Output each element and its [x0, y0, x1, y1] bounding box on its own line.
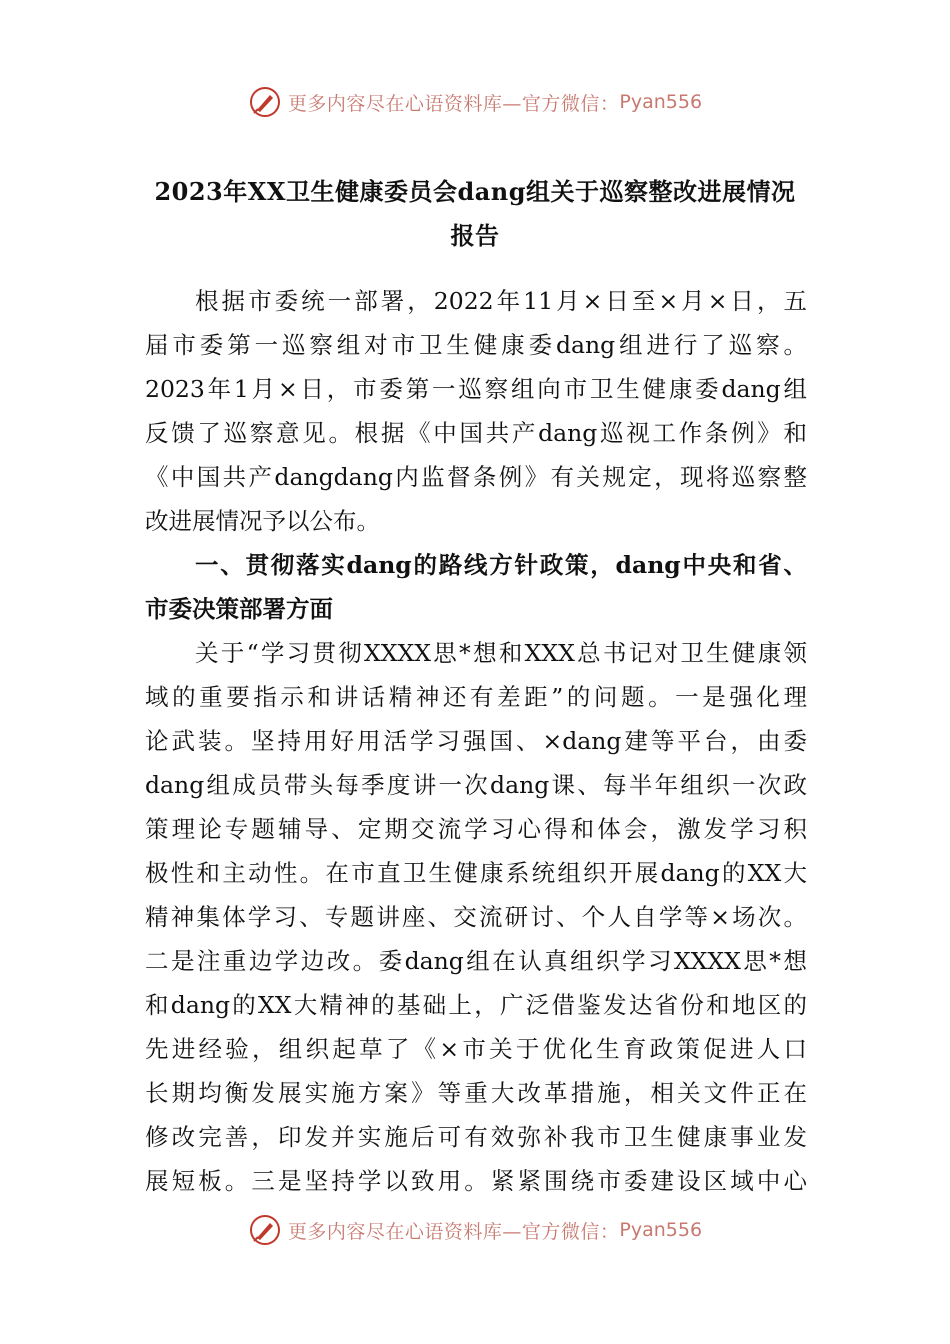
body-line: 改进展情况予以公布。 — [145, 507, 380, 535]
pen-logo-icon — [248, 1213, 282, 1247]
document-title-line-2: 报告 — [450, 221, 500, 250]
body-line: 域的重要指示和讲话精神还有差距”的问题。一是强化理 — [145, 683, 807, 711]
document-title-line-1: 2023年XX卫生健康委员会dang组关于巡察整改进展情况 — [154, 177, 796, 206]
body-line: 修改完善，印发并实施后可有效弥补我市卫生健康事业发 — [145, 1123, 807, 1151]
body-line: 二是注重边学边改。委dang组在认真组织学习XXXX思*想 — [145, 947, 807, 975]
body-line: 《中国共产dangdang内监督条例》有关规定，现将巡察整 — [145, 463, 807, 491]
body-line: 长期均衡发展实施方案》等重大改革措施，相关文件正在 — [145, 1079, 807, 1107]
body-line: 展短板。三是坚持学以致用。紧紧围绕市委建设区域中心 — [145, 1167, 807, 1195]
body-line: 极性和主动性。在市直卫生健康系统组织开展dang的XX大 — [145, 859, 807, 887]
body-line: 届市委第一巡察组对市卫生健康委dang组进行了巡察。 — [145, 331, 807, 359]
body-line: 反馈了巡察意见。根据《中国共产dang巡视工作条例》和 — [145, 419, 807, 447]
watermark-text: 更多内容尽在心语资料库—官方微信： — [287, 1220, 620, 1243]
body-line: dang组成员带头每季度讲一次dang课、每半年组织一次政 — [145, 771, 807, 799]
pen-logo-icon — [248, 85, 282, 119]
body-line: 精神集体学习、专题讲座、交流研讨、个人自学等×场次。 — [145, 903, 807, 931]
section-heading-line: 一、贯彻落实dang的路线方针政策，dang中央和省、 — [195, 551, 807, 579]
watermark-wechat-id: Pyan556 — [619, 91, 703, 113]
body-line: 2023年1月×日，市委第一巡察组向市卫生健康委dang组 — [145, 375, 807, 403]
body-line: 论武装。坚持用好用活学习强国、×dang建等平台，由委 — [145, 727, 807, 755]
body-line: 先进经验，组织起草了《×市关于优化生育政策促进人口 — [145, 1035, 807, 1063]
watermark-wechat-id: Pyan556 — [619, 1219, 703, 1241]
body-line: 策理论专题辅导、定期交流学习心得和体会，激发学习积 — [145, 815, 807, 843]
body-line: 关于“学习贯彻XXXX思*想和XXX总书记对卫生健康领 — [195, 639, 807, 667]
watermark-header — [0, 80, 950, 124]
body-line: 和dang的XX大精神的基础上，广泛借鉴发达省份和地区的 — [145, 991, 807, 1019]
watermark-footer — [0, 1208, 950, 1252]
body-line: 根据市委统一部署，2022年11月×日至×月×日，五 — [195, 287, 807, 315]
section-heading-line: 市委决策部署方面 — [145, 595, 333, 623]
watermark-text: 更多内容尽在心语资料库—官方微信： — [287, 92, 620, 115]
